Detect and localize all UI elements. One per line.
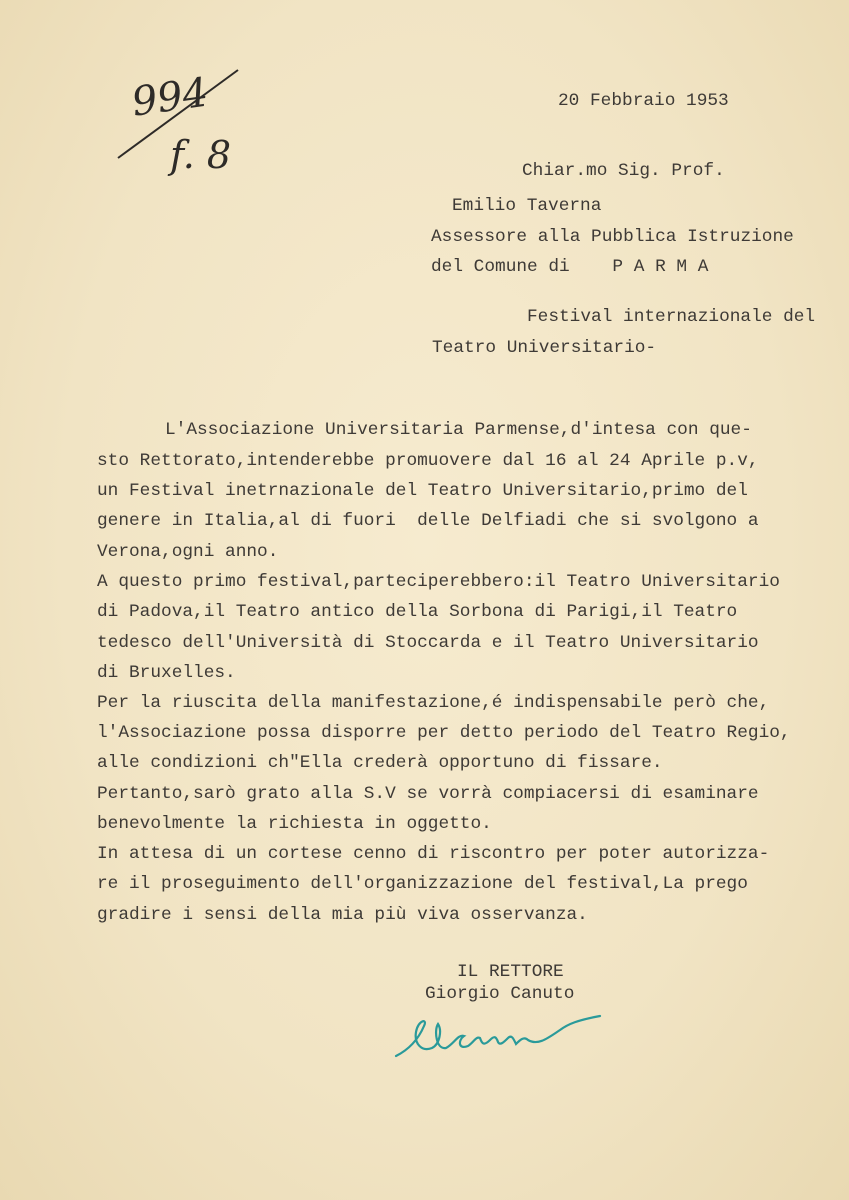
subject-line: Festival internazionale del (527, 307, 816, 327)
body-line: Per la riuscita della manifestazione,é indispensabile però che, (97, 693, 770, 713)
letter-date: 20 Febbraio 1953 (558, 91, 729, 111)
recipient-salutation: Chiar.mo Sig. Prof. (522, 161, 725, 181)
body-line: L'Associazione Universitaria Parmense,d'intesa con que- (165, 420, 752, 440)
signatory-name: Giorgio Canuto (425, 984, 575, 1004)
body-line: re il proseguimento dell'organizzazione del festival,La prego (97, 874, 748, 894)
recipient-role: Assessore alla Pubblica Istruzione (431, 227, 794, 247)
body-line: l'Associazione possa disporre per detto periodo del Teatro Regio, (97, 723, 791, 743)
signatory-title: IL RETTORE (457, 962, 564, 982)
body-line: tedesco dell'Università di Stoccarda e il Teatro Universitario (97, 633, 759, 653)
body-line: genere in Italia,al di fuori delle Delfiadi che si svolgono a (97, 511, 759, 531)
recipient-name: Emilio Taverna (452, 196, 602, 216)
subject-line: Teatro Universitario- (432, 338, 657, 358)
body-line: A questo primo festival,parteciperebbero:il Teatro Universitario (97, 572, 780, 592)
body-line: un Festival inetrnazionale del Teatro Universitario,primo del (97, 481, 748, 501)
folio-number: f. 8 (170, 133, 232, 177)
body-line: sto Rettorato,intenderebbe promuovere dal 16 al 24 Aprile p.v, (97, 451, 759, 471)
body-line: In attesa di un cortese cenno di riscontro per poter autorizza- (97, 844, 770, 864)
body-line: gradire i sensi della mia più viva osservanza. (97, 905, 588, 925)
body-line: alle condizioni ch"Ella crederà opportuno di fissare. (97, 753, 663, 773)
recipient-municipality: del Comune di P A R M A (431, 257, 709, 277)
protocol-number: 994 (128, 69, 211, 126)
body-line: di Bruxelles. (97, 663, 236, 683)
body-line: Verona,ogni anno. (97, 542, 279, 562)
body-line: di Padova,il Teatro antico della Sorbona di Parigi,il Teatro (97, 602, 738, 622)
handwritten-protocol-annotation (110, 60, 250, 190)
handwritten-signature (388, 1010, 618, 1070)
body-line: Pertanto,sarò grato alla S.V se vorrà compiacersi di esaminare (97, 784, 759, 804)
body-line: benevolmente la richiesta in oggetto. (97, 814, 492, 834)
